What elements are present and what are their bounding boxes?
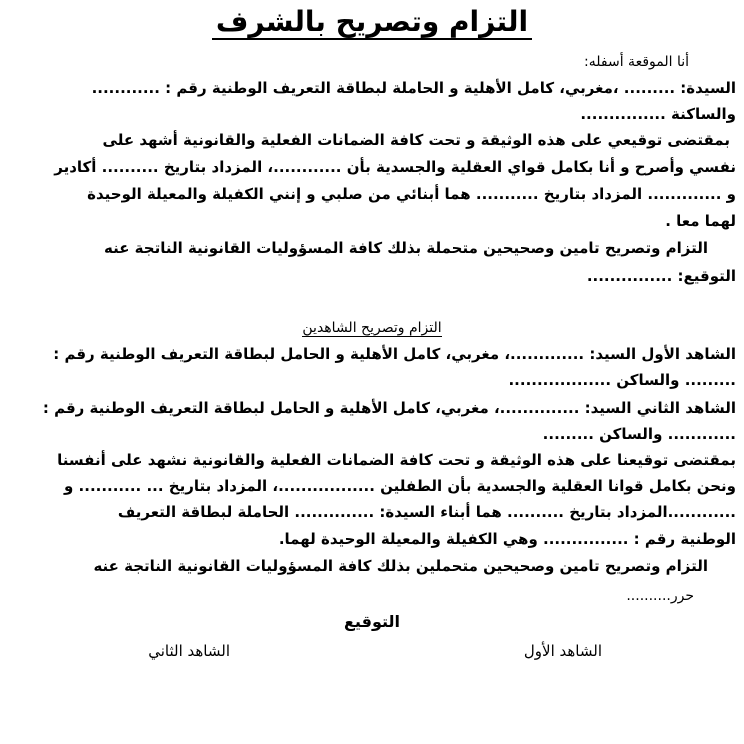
declaration-line-2: نفسي وأصرح و أنا بكامل قواي العقلية والجسدية بأن ............، المزداد بتاريخ .......... أكادير — [54, 158, 736, 176]
declarant-identity: السيدة: ......... ،مغربي، كامل الأهلية و الحاملة لبطاقة التعريف الوطنية رقم : ............ — [91, 79, 736, 97]
declarant-signature-line: التوقيع: ............... — [586, 267, 736, 285]
witness-declaration-line-1: بمقتضى توقيعنا على هذه الوثيقة و تحت كافة الضمانات الفعلية والقانونية نشهد على أنفسنا — [57, 451, 736, 469]
first-witness-signature: الشاهد الأول — [523, 642, 602, 660]
declaration-commitment: التزام وتصريح تامين وصحيحين متحملة بذلك كافة المسؤوليات القانونية الناتجة عنه — [103, 239, 708, 257]
drafted-at: حرر.......... — [626, 588, 694, 604]
witnesses-subtitle — [8, 316, 736, 340]
witness-declaration-line-4: الوطنية رقم : ............... وهي الكفيلة والمعيلة الوحيدة لهما. — [278, 530, 736, 548]
witness-declaration-line-3: ............المزداد بتاريخ .......... هما أبناء السيدة: .............. الحاملة لبطاقة التعريف — [117, 503, 736, 521]
declarant-address: والساكنة ............... — [580, 105, 736, 123]
declaration-line-3: و ............. المزداد بتاريخ ........... هما أبنائي من صلبي و إنني الكفيلة والمعيلة الوحيدة — [87, 185, 736, 203]
witness-commitment: التزام وتصريح تامين وصحيحين متحملين بذلك كافة المسؤوليات القانونية الناتجة عنه — [93, 557, 708, 575]
witness-1-address: ......... والساكن .................. — [508, 371, 736, 389]
title-text: التزام وتصريح بالشرف — [212, 5, 532, 40]
second-witness-signature: الشاهد الثاني — [148, 642, 230, 660]
declaration-line-4: لهما معا . — [665, 212, 736, 230]
document-title — [0, 2, 744, 42]
declaration-line-1: بمقتضى توقيعي على هذه الوثيقة و تحت كافة الضمانات الفعلية والقانونية أشهد على — [102, 131, 730, 149]
declarant-intro: أنا الموقعة أسفله: — [584, 54, 689, 70]
witness-declaration-line-2: ونحن بكامل قوانا العقلية والجسدية بأن الطفلين .................، المزداد بتاريخ ... ........... و — [64, 477, 736, 495]
signature-heading: التوقيع — [344, 612, 400, 631]
witness-2-identity: الشاهد الثاني السيد: ..............، مغربي، كامل الأهلية و الحامل لبطاقة التعريف الوطنية رقم : — [42, 399, 736, 417]
witnesses-subtitle-text: التزام وتصريح الشاهدين — [302, 320, 442, 336]
witness-2-address: ............ والساكن ......... — [542, 425, 736, 443]
witness-1-identity: الشاهد الأول السيد: .............، مغربي، كامل الأهلية و الحامل لبطاقة التعريف الوطنية رقم : — [53, 345, 736, 363]
